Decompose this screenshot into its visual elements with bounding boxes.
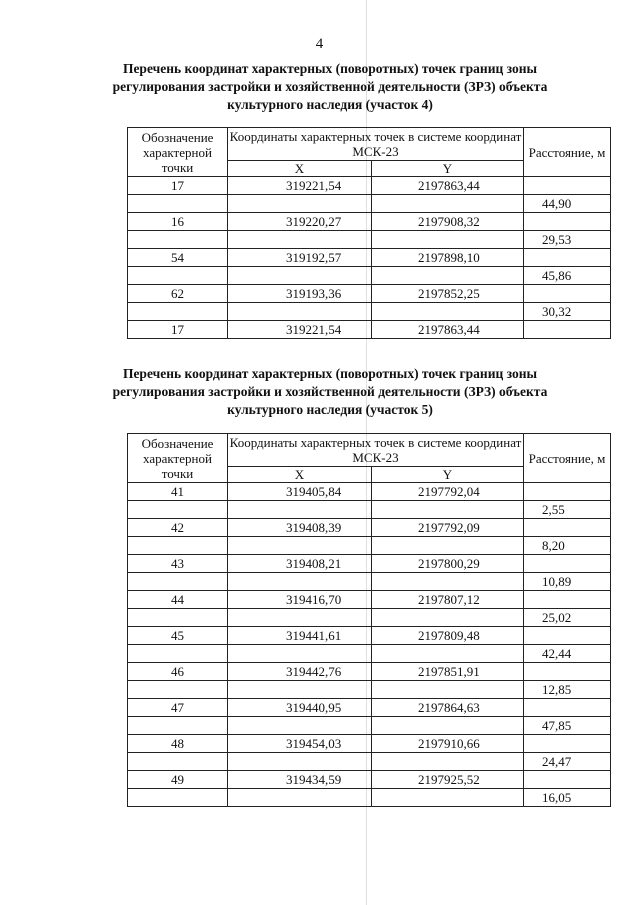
cell-point-number: 48 xyxy=(128,735,228,753)
cell-y-coordinate: 2197807,12 xyxy=(372,591,524,609)
cell-x-coordinate xyxy=(228,681,372,699)
cell-x-coordinate xyxy=(228,753,372,771)
cell-x-coordinate xyxy=(228,231,372,249)
cell-point-number xyxy=(128,789,228,807)
cell-distance xyxy=(524,213,611,231)
cell-x-coordinate: 319440,95 xyxy=(228,699,372,717)
cell-y-coordinate: 2197908,32 xyxy=(372,213,524,231)
header-point-label: Обозначение характерной точки xyxy=(128,128,228,177)
cell-y-coordinate: 2197863,44 xyxy=(372,321,524,339)
cell-distance: 45,86 xyxy=(524,267,611,285)
cell-y-coordinate: 2197852,25 xyxy=(372,285,524,303)
cell-point-number: 44 xyxy=(128,591,228,609)
table-row-point xyxy=(128,663,611,681)
table-row-distance xyxy=(128,501,611,519)
cell-distance xyxy=(524,249,611,267)
table-row-point xyxy=(128,249,611,267)
cell-distance: 25,02 xyxy=(524,609,611,627)
cell-distance: 30,32 xyxy=(524,303,611,321)
cell-x-coordinate xyxy=(228,501,372,519)
cell-y-coordinate xyxy=(372,303,524,321)
table-row-distance xyxy=(128,195,611,213)
cell-y-coordinate: 2197792,09 xyxy=(372,519,524,537)
header-x-label: X xyxy=(228,161,372,177)
cell-distance: 42,44 xyxy=(524,645,611,663)
cell-distance: 12,85 xyxy=(524,681,611,699)
cell-y-coordinate: 2197792,04 xyxy=(372,483,524,501)
cell-x-coordinate: 319454,03 xyxy=(228,735,372,753)
cell-y-coordinate xyxy=(372,609,524,627)
cell-x-coordinate: 319192,57 xyxy=(228,249,372,267)
header-y-label: Y xyxy=(372,161,524,177)
cell-point-number xyxy=(128,231,228,249)
cell-y-coordinate: 2197851,91 xyxy=(372,663,524,681)
coordinates-table-plot-5 xyxy=(127,433,611,807)
cell-distance: 29,53 xyxy=(524,231,611,249)
table-header-row xyxy=(128,434,611,467)
cell-x-coordinate xyxy=(228,573,372,591)
table-row-point xyxy=(128,699,611,717)
table-row-point xyxy=(128,591,611,609)
section-title-line: регулирования застройки и хозяйственной деятельности (ЗРЗ) объекта xyxy=(112,384,548,399)
cell-point-number xyxy=(128,267,228,285)
header-coordinates-label: Координаты характерных точек в системе координат МСК-23 xyxy=(228,128,524,161)
cell-y-coordinate: 2197809,48 xyxy=(372,627,524,645)
table-row-distance xyxy=(128,717,611,735)
table-row-distance xyxy=(128,303,611,321)
section-title-line: регулирования застройки и хозяйственной деятельности (ЗРЗ) объекта xyxy=(112,79,548,94)
cell-point-number xyxy=(128,501,228,519)
table-row-point xyxy=(128,555,611,573)
table-row-distance xyxy=(128,645,611,663)
section-title-line: Перечень координат характерных (поворотных) точек границ зоны xyxy=(122,366,538,381)
cell-x-coordinate xyxy=(228,717,372,735)
cell-distance: 47,85 xyxy=(524,717,611,735)
table-row-distance xyxy=(128,609,611,627)
header-x-label: X xyxy=(228,467,372,483)
cell-point-number xyxy=(128,645,228,663)
cell-distance xyxy=(524,285,611,303)
section-title-line: культурного наследия (участок 5) xyxy=(227,402,433,417)
cell-x-coordinate: 319221,54 xyxy=(228,177,372,195)
cell-x-coordinate: 319221,54 xyxy=(228,321,372,339)
cell-distance xyxy=(524,663,611,681)
table-row-point xyxy=(128,519,611,537)
cell-point-number: 62 xyxy=(128,285,228,303)
table-row-point xyxy=(128,321,611,339)
cell-x-coordinate: 319408,39 xyxy=(228,519,372,537)
cell-point-number xyxy=(128,609,228,627)
table-row-distance xyxy=(128,753,611,771)
cell-y-coordinate xyxy=(372,267,524,285)
header-distance-label: Расстояние, м xyxy=(524,128,611,177)
cell-distance xyxy=(524,591,611,609)
cell-distance xyxy=(524,177,611,195)
cell-y-coordinate xyxy=(372,573,524,591)
cell-y-coordinate: 2197910,66 xyxy=(372,735,524,753)
cell-x-coordinate xyxy=(228,789,372,807)
header-distance-label: Расстояние, м xyxy=(524,434,611,483)
cell-point-number xyxy=(128,573,228,591)
cell-point-number xyxy=(128,537,228,555)
cell-y-coordinate: 2197864,63 xyxy=(372,699,524,717)
cell-point-number xyxy=(128,303,228,321)
cell-distance: 8,20 xyxy=(524,537,611,555)
table-row-point xyxy=(128,285,611,303)
cell-y-coordinate xyxy=(372,789,524,807)
cell-y-coordinate xyxy=(372,501,524,519)
cell-point-number xyxy=(128,195,228,213)
table-row-distance xyxy=(128,267,611,285)
cell-distance: 10,89 xyxy=(524,573,611,591)
cell-distance xyxy=(524,321,611,339)
section-title-line: культурного наследия (участок 4) xyxy=(227,97,433,112)
header-y-label: Y xyxy=(372,467,524,483)
cell-point-number: 54 xyxy=(128,249,228,267)
cell-x-coordinate: 319405,84 xyxy=(228,483,372,501)
cell-x-coordinate: 319416,70 xyxy=(228,591,372,609)
header-coordinates-label: Координаты характерных точек в системе координат МСК-23 xyxy=(228,434,524,467)
cell-point-number: 49 xyxy=(128,771,228,789)
page-number: 4 xyxy=(315,36,324,52)
cell-point-number: 17 xyxy=(128,321,228,339)
cell-distance xyxy=(524,519,611,537)
cell-y-coordinate: 2197863,44 xyxy=(372,177,524,195)
table-row-point xyxy=(128,213,611,231)
cell-point-number: 47 xyxy=(128,699,228,717)
cell-point-number: 42 xyxy=(128,519,228,537)
table-row-distance xyxy=(128,573,611,591)
cell-point-number xyxy=(128,717,228,735)
cell-y-coordinate xyxy=(372,231,524,249)
cell-x-coordinate xyxy=(228,645,372,663)
cell-x-coordinate: 319442,76 xyxy=(228,663,372,681)
table-header-row xyxy=(128,128,611,161)
cell-point-number: 45 xyxy=(128,627,228,645)
cell-point-number: 41 xyxy=(128,483,228,501)
cell-y-coordinate: 2197898,10 xyxy=(372,249,524,267)
table-row-distance xyxy=(128,789,611,807)
cell-distance xyxy=(524,771,611,789)
table-row-distance xyxy=(128,681,611,699)
table-row-point xyxy=(128,735,611,753)
cell-y-coordinate xyxy=(372,537,524,555)
cell-distance: 24,47 xyxy=(524,753,611,771)
table-row-distance xyxy=(128,231,611,249)
cell-distance: 2,55 xyxy=(524,501,611,519)
cell-point-number xyxy=(128,681,228,699)
cell-x-coordinate: 319408,21 xyxy=(228,555,372,573)
cell-x-coordinate: 319220,27 xyxy=(228,213,372,231)
cell-point-number xyxy=(128,753,228,771)
cell-y-coordinate xyxy=(372,195,524,213)
cell-distance xyxy=(524,627,611,645)
cell-distance: 44,90 xyxy=(524,195,611,213)
cell-distance xyxy=(524,555,611,573)
header-point-label: Обозначение характерной точки xyxy=(128,434,228,483)
table-row-distance xyxy=(128,537,611,555)
cell-point-number: 16 xyxy=(128,213,228,231)
cell-y-coordinate xyxy=(372,645,524,663)
cell-point-number: 17 xyxy=(128,177,228,195)
cell-x-coordinate xyxy=(228,609,372,627)
cell-x-coordinate: 319193,36 xyxy=(228,285,372,303)
cell-y-coordinate xyxy=(372,681,524,699)
cell-y-coordinate xyxy=(372,753,524,771)
cell-distance: 16,05 xyxy=(524,789,611,807)
cell-distance xyxy=(524,735,611,753)
cell-y-coordinate xyxy=(372,717,524,735)
cell-x-coordinate xyxy=(228,537,372,555)
table-row-point xyxy=(128,627,611,645)
cell-point-number: 43 xyxy=(128,555,228,573)
coordinates-table-plot-4 xyxy=(127,127,611,339)
table-row-point xyxy=(128,177,611,195)
cell-x-coordinate xyxy=(228,195,372,213)
cell-x-coordinate xyxy=(228,267,372,285)
cell-distance xyxy=(524,699,611,717)
cell-distance xyxy=(524,483,611,501)
table-row-point xyxy=(128,771,611,789)
table-row-point xyxy=(128,483,611,501)
section-title-line: Перечень координат характерных (поворотных) точек границ зоны xyxy=(122,61,538,76)
cell-x-coordinate: 319434,59 xyxy=(228,771,372,789)
section-title-plot-4 xyxy=(60,60,600,114)
section-title-plot-5 xyxy=(60,365,600,419)
cell-x-coordinate: 319441,61 xyxy=(228,627,372,645)
cell-y-coordinate: 2197800,29 xyxy=(372,555,524,573)
cell-x-coordinate xyxy=(228,303,372,321)
cell-y-coordinate: 2197925,52 xyxy=(372,771,524,789)
cell-point-number: 46 xyxy=(128,663,228,681)
